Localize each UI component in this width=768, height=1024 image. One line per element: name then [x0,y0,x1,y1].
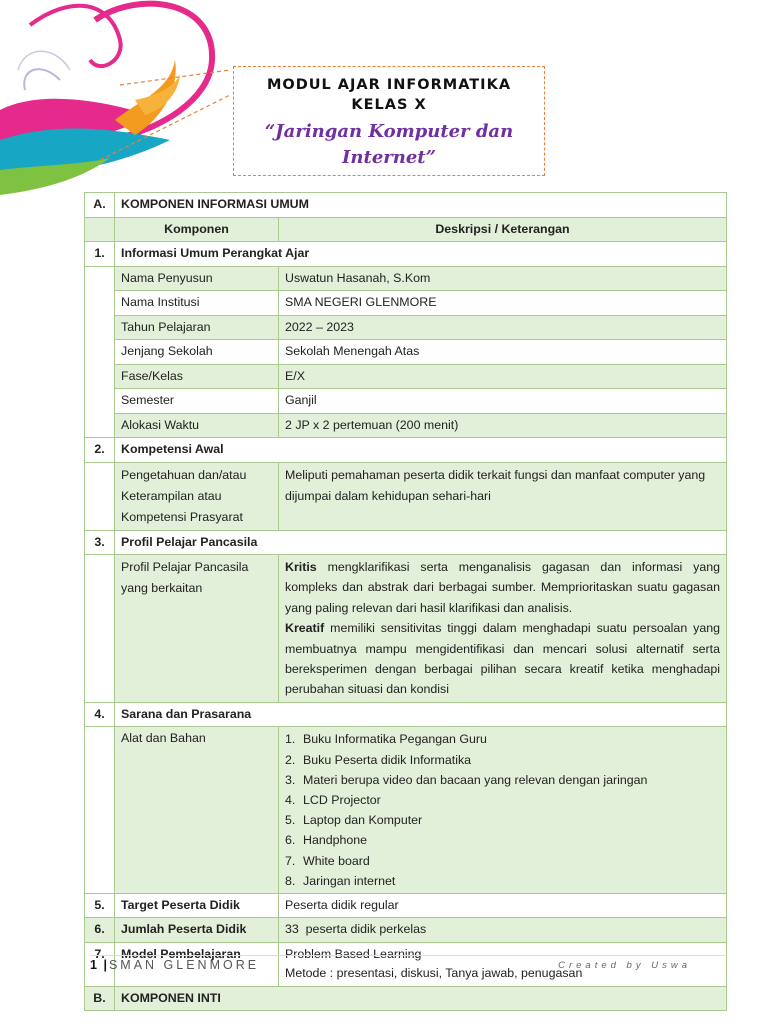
alat-bahan-label: Alat dan Bahan [115,727,279,894]
kreatif-description: memiliki sensitivitas tinggi dalam menghadapi suatu persoalan yang membuatnya mampu mengidentifikasi dan mencari solusi alternatif serta bereksperimen dengan berbagai pilihan secara kreatif ketika menghadapi perubahan situasi dan kondisi [285,621,720,697]
section-6-number: 6. [85,918,115,943]
header-komponen: Komponen [115,217,279,242]
list-item: 7. White board [285,853,370,868]
decorative-swirl-graphic [0,0,230,200]
list-item: 5. Laptop dan Komputer [285,813,423,828]
section-2-number: 2. [85,438,115,463]
section-4-number: 4. [85,702,115,727]
kompetensi-awal-label: Pengetahuan dan/atau Keterampilan atau Kompetensi Prasyarat [115,462,279,530]
fase-kelas-value: E/X [279,364,727,389]
model-name: Problem Based Learning [285,946,422,961]
section-2-title: Kompetensi Awal [115,438,727,463]
fase-kelas-label: Fase/Kelas [115,364,279,389]
kritis-term: Kritis [285,560,317,574]
class-title: KELAS X [351,97,427,113]
nama-penyusun-label: Nama Penyusun [115,266,279,291]
alokasi-waktu-value: 2 JP x 2 pertemuan (200 menit) [279,413,727,438]
kritis-description: mengklarifikasi serta menganalisis gagasan dan informasi yang kompleks dan abstrak dari berbagai sumber. Memprioritaskan suatu gagasan yang paling relevan dari hasil klarifikasi dan analisis. [285,560,720,615]
section-5-number: 5. [85,893,115,918]
footer-separator: | [103,958,107,972]
nama-institusi-value: SMA NEGERI GLENMORE [279,291,727,316]
alat-bahan-list [279,727,727,894]
section-4-title: Sarana dan Prasarana [115,702,727,727]
jenjang-sekolah-label: Jenjang Sekolah [115,340,279,365]
section-5-title: Target Peserta Didik [115,893,279,918]
section-7-title: Model Pembelajaran [115,942,279,986]
jumlah-peserta-value: 33 peserta didik perkelas [279,918,727,943]
semester-label: Semester [115,389,279,414]
section-b-letter: B. [85,986,115,1011]
tahun-pelajaran-label: Tahun Pelajaran [115,315,279,340]
section-3-number: 3. [85,530,115,555]
semester-value: Ganjil [279,389,727,414]
kreatif-term: Kreatif [285,621,325,636]
title-box [233,66,545,176]
nama-institusi-label: Nama Institusi [115,291,279,316]
list-item: 8. Jaringan internet [285,873,396,888]
module-title: MODUL AJAR INFORMATIKA [266,77,512,93]
section-6-title: Jumlah Peserta Didik [115,918,279,943]
list-item: 2. Buku Peserta didik Informatika [285,752,472,767]
list-item: 1. Buku Informatika Pegangan Guru [285,732,487,747]
tahun-pelajaran-value: 2022 – 2023 [279,315,727,340]
section-7-number: 7. [85,942,115,986]
kompetensi-awal-value: Meliputi pemahaman peserta didik terkait fungsi dan manfaat computer yang dijumpai dalam kehidupan sehari-hari [279,462,727,530]
alokasi-waktu-label: Alokasi Waktu [115,413,279,438]
topic-subtitle: “Jaringan Komputer dan Internet” [264,121,514,168]
metode-text: Metode : presentasi, diskusi, Tanya jawab, penugasan [285,966,583,981]
target-peserta-value: Peserta didik regular [279,893,727,918]
section-b-title: KOMPONEN INTI [115,986,727,1011]
profil-pelajar-value [279,555,727,703]
section-a-title: KOMPONEN INFORMASI UMUM [115,193,727,218]
list-item: 6. Handphone [285,833,368,848]
footer-school: SMAN GLENMORE [108,958,260,972]
footer-left [90,958,259,972]
list-item: 3. Materi berupa video dan bacaan yang relevan dengan jaringan [285,772,648,787]
section-1-number: 1. [85,242,115,267]
nama-penyusun-value: Uswatun Hasanah, S.Kom [279,266,727,291]
footer-credit: Created by Uswa [558,960,691,971]
section-3-title: Profil Pelajar Pancasila [115,530,727,555]
section-1-title: Informasi Umum Perangkat Ajar [115,242,727,267]
page-footer [90,955,727,978]
section-a-letter: A. [85,193,115,218]
module-table [84,192,727,1011]
profil-pelajar-label: Profil Pelajar Pancasila yang berkaitan [115,555,279,703]
page-number: 1 [90,958,97,972]
header-deskripsi: Deskripsi / Keterangan [279,217,727,242]
jenjang-sekolah-value: Sekolah Menengah Atas [279,340,727,365]
list-item: 4. LCD Projector [285,792,381,807]
